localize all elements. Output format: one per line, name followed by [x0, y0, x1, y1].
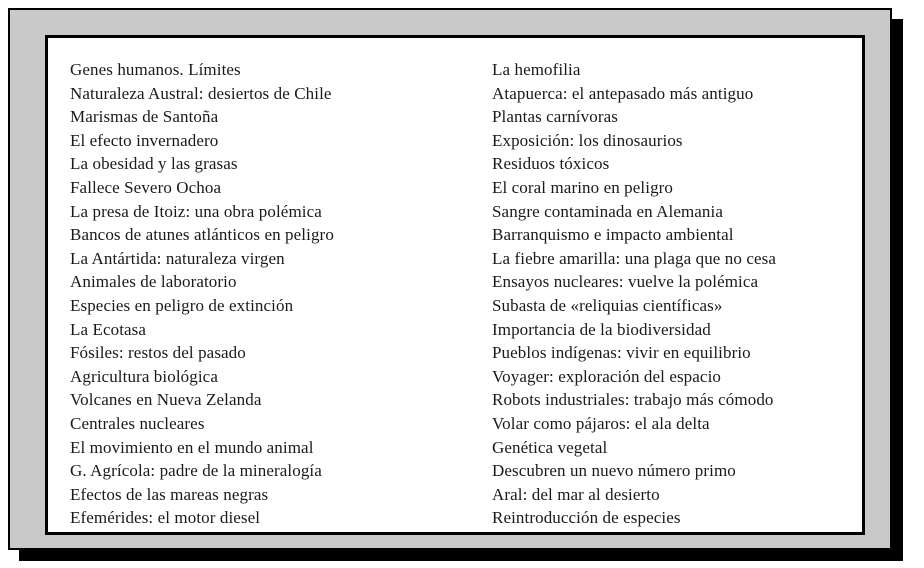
- topic-item: Efectos de las mareas negras: [70, 484, 269, 504]
- topic-item: Especies en peligro de extinción: [70, 295, 294, 315]
- topic-item: La presa de Itoiz: una obra polémica: [70, 201, 322, 221]
- topic-item: Barranquismo e impacto ambiental: [492, 225, 734, 245]
- topic-item: Robots industriales: trabajo más cómodo: [492, 390, 774, 410]
- topic-item: Voyager: exploración del espacio: [492, 366, 721, 386]
- topic-item: Centrales nucleares: [70, 413, 205, 433]
- topic-item: Importancia de la biodiversidad: [492, 319, 711, 339]
- topic-item: La fiebre amarilla: una plaga que no cesa: [492, 248, 776, 268]
- topic-item: Bancos de atunes atlánticos en peligro: [70, 225, 334, 245]
- topic-item: Subasta de «reliquias científicas»: [492, 295, 723, 315]
- topic-item: Fallece Severo Ochoa: [70, 177, 222, 197]
- topic-item: G. Agrícola: padre de la mineralogía: [70, 461, 322, 481]
- topic-item: Genes humanos. Límites: [70, 60, 241, 79]
- topic-item: Exposición: los dinosaurios: [492, 130, 683, 150]
- topic-item: Naturaleza Austral: desiertos de Chile: [70, 83, 332, 103]
- topic-item: Genética vegetal: [492, 437, 608, 457]
- topic-item: Residuos tóxicos: [492, 154, 610, 174]
- topic-item: La Antártida: naturaleza virgen: [70, 248, 285, 268]
- topic-item: Sangre contaminada en Alemania: [492, 201, 723, 221]
- topics-column-right: [492, 58, 862, 532]
- topic-item: Plantas carnívoras: [492, 107, 618, 127]
- topic-item: Ensayos nucleares: vuelve la polémica: [492, 272, 759, 292]
- topics-columns: [48, 38, 862, 532]
- topic-item: Atapuerca: el antepasado más antiguo: [492, 83, 754, 103]
- topic-item: Marismas de Santoña: [70, 107, 219, 127]
- topics-box: [45, 35, 865, 535]
- topic-item: Agricultura biológica: [70, 366, 218, 386]
- topic-item: Fósiles: restos del pasado: [70, 343, 246, 363]
- topic-item: Animales de laboratorio: [70, 272, 237, 292]
- topic-item: La hemofilia: [492, 60, 581, 79]
- topic-item: Efemérides: el motor diesel: [70, 508, 261, 528]
- topic-item: La obesidad y las grasas: [70, 154, 238, 174]
- topic-item: El efecto invernadero: [70, 130, 219, 150]
- topic-item: Volcanes en Nueva Zelanda: [70, 390, 262, 410]
- topic-item: Volar como pájaros: el ala delta: [492, 413, 710, 433]
- topic-item: Reintroducción de especies: [492, 508, 681, 528]
- topic-item: La Ecotasa: [70, 319, 147, 339]
- topic-item: Pueblos indígenas: vivir en equilibrio: [492, 343, 751, 363]
- topic-item: El coral marino en peligro: [492, 177, 674, 197]
- framed-panel: [8, 8, 892, 550]
- topic-item: Descubren un nuevo número primo: [492, 461, 736, 481]
- topic-item: Aral: del mar al desierto: [492, 484, 660, 504]
- topic-item: El movimiento en el mundo animal: [70, 437, 314, 457]
- topics-column-left: [70, 58, 492, 532]
